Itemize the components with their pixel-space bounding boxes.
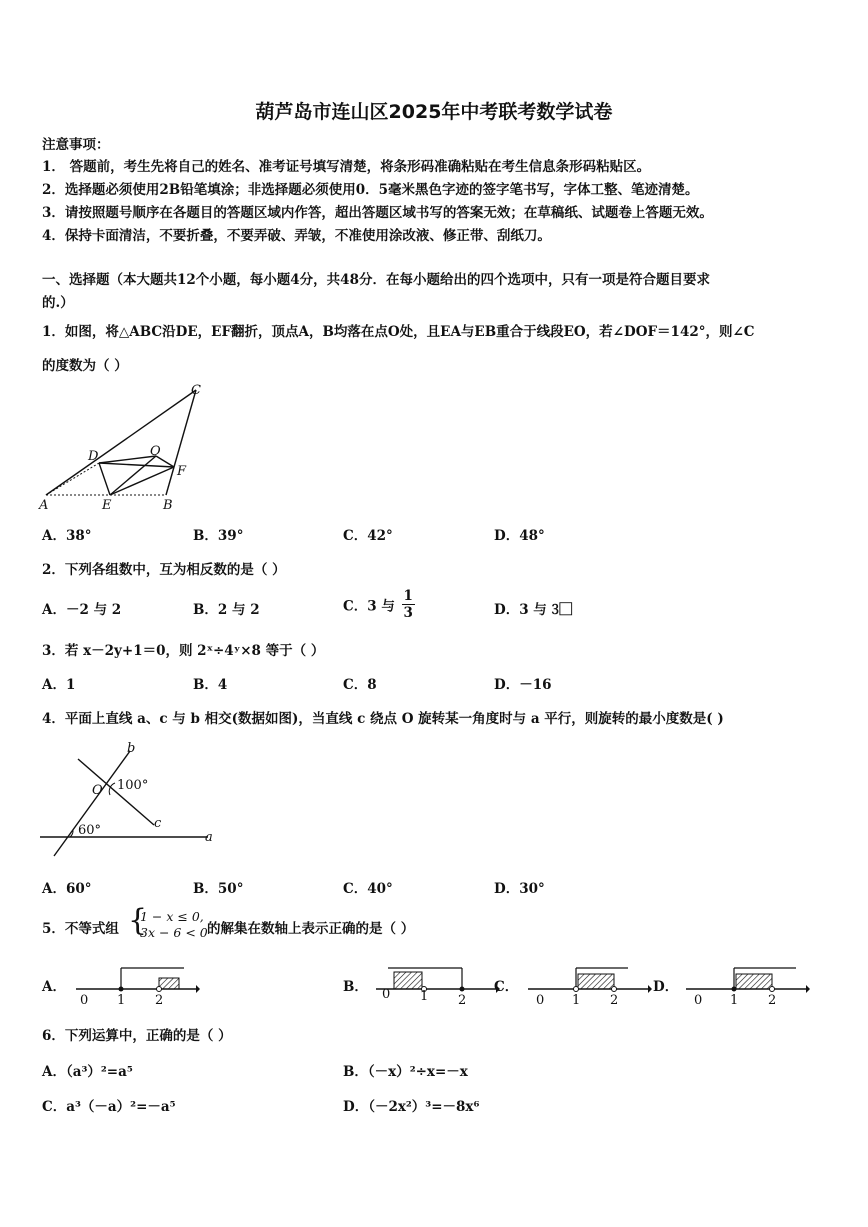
tick-2: 2 [458,993,467,1007]
tick-0: 0 [382,987,391,1002]
q1-option-b: B．39° [193,528,244,544]
note-item: 2．选择题必须使用2B铅笔填涂；非选择题必须使用0．5毫米黑色字迹的签字笔书写，字体工整、笔迹清楚。 [42,182,699,198]
q4-option-a: A．60° [42,881,92,897]
tick-2: 2 [610,993,619,1007]
q5-stem-suffix: 的解集在数轴上表示正确的是（ ） [207,921,415,937]
q5-stem-prefix: 5．不等式组 [42,921,119,937]
fraction-numerator: 1 [403,588,413,604]
label-O: O [92,783,103,798]
q2-option-b: B．2 与 2 [193,602,260,618]
label-D: D [88,449,99,464]
tick-0: 0 [80,993,89,1007]
q6-option-c: C．a³（－a）²=－a⁵ [42,1099,176,1115]
q3-option-b: B．4 [193,677,228,693]
q1-option-d: D．48° [494,528,545,544]
number-line-c [528,962,653,1007]
inequality-2: 3x − 6 < 0 [140,925,208,940]
q3-option-d: D．－16 [494,677,552,693]
label-A: A [39,498,49,513]
inequality-1: 1 − x ≤ 0, [140,909,204,924]
page-title: 葫芦岛市连山区2025年中考联考数学试卷 [255,101,613,123]
q2-stem: 2．下列各组数中，互为相反数的是（ ） [42,562,286,578]
label-a: a [205,830,213,845]
tick-2: 2 [768,993,777,1007]
number-line-a [76,962,201,1007]
tick-0: 0 [536,993,545,1007]
system-brace: { [128,903,148,938]
q3-stem: 3．若 x－2y+1＝0，则 2ˣ÷4ʸ×8 等于（ ） [42,643,325,659]
number-line-d [686,962,811,1007]
q6-stem: 6．下列运算中，正确的是（ ） [42,1028,232,1044]
q1-option-a: A．38° [42,528,92,544]
label-c: c [154,816,162,831]
tick-0: 0 [694,993,703,1007]
q5-option-d: D． [653,979,679,995]
tick-1: 1 [730,993,739,1007]
q1-stem-cont: 的度数为（ ） [42,358,128,374]
label-B: B [163,498,173,513]
note-item: 4．保持卡面清洁，不要折叠，不要弄破、弄皱，不准使用涂改液、修正带、刮纸刀。 [42,228,551,244]
q4-option-d: D．30° [494,881,545,897]
q5-option-c: C． [494,979,519,995]
q5-option-a: A． [42,979,66,995]
label-b: b [127,741,136,756]
q2-option-c-label: C．3 与 [343,598,395,615]
q4-option-c: C．40° [343,881,393,897]
number-line-b [376,962,501,1007]
tick-1: 1 [117,993,126,1007]
q3-option-c: C．8 [343,677,377,693]
section-heading: 一、选择题（本大题共12个小题，每小题4分，共48分．在每小题给出的四个选项中，只有一项是符合题目要求 [42,272,710,288]
tick-1: 1 [420,989,429,1004]
q5-option-b: B． [343,979,368,995]
note-item: 3．请按照题号顺序在各题目的答题区域内作答，超出答题区域书写的答案无效；在草稿纸、试题卷上答题无效。 [42,205,713,221]
q6-option-b: B．（－x）²÷x=－x [343,1064,468,1080]
notes-heading: 注意事项： [42,137,110,153]
q2-option-d: D．3 与 3⃞ [494,602,573,618]
fraction-denominator: 3 [403,605,413,621]
section-heading-cont: 的.） [42,295,74,311]
q6-option-a: A．（a³）²=a⁵ [42,1064,133,1080]
q4-option-b: B．50° [193,881,244,897]
q1-triangle-figure [36,380,216,515]
q6-option-d: D．（－2x²）³=－8x⁶ [343,1099,480,1115]
q4-lines-figure [36,737,226,862]
q1-option-c: C．42° [343,528,393,544]
label-O: O [150,444,161,459]
q3-option-a: A．1 [42,677,76,693]
q2-option-a: A．－2 与 2 [42,602,122,618]
note-item: 1． 答题前，考生先将自己的姓名、准考证号填写清楚，将条形码准确粘贴在考生信息条形码粘贴区。 [42,159,651,175]
tick-1: 1 [572,993,581,1007]
label-angle-100: 100° [117,778,149,793]
label-E: E [102,498,112,513]
q1-stem: 1．如图，将△ABC沿DE，EF翻折，顶点A，B均落在点O处，且EA与EB重合于线段EO，若∠DOF＝142°，则∠C [42,324,755,340]
label-C: C [191,383,201,398]
fraction [402,588,415,621]
q2-option-c [343,588,415,621]
q4-stem: 4．平面上直线 a、c 与 b 相交(数据如图)，当直线 c 绕点 O 旋转某一角度时与 a 平行，则旋转的最小度数是( ) [42,711,724,727]
tick-2: 2 [155,993,164,1007]
label-angle-60: 60° [78,823,102,838]
label-F: F [177,464,187,479]
